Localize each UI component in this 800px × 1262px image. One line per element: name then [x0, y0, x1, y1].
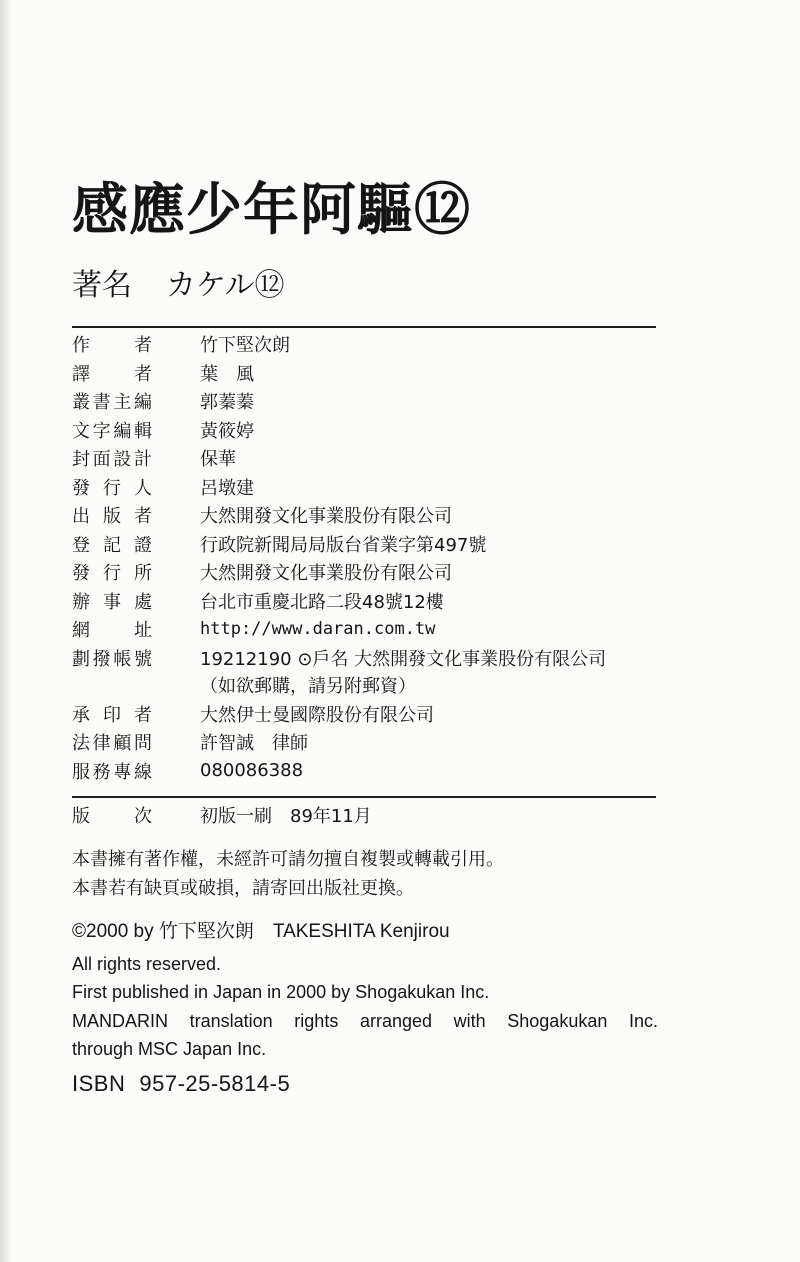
credit-row-service-line — [72, 757, 672, 786]
credit-value: （如欲郵購，請另附郵資） — [200, 676, 416, 698]
top-divider — [72, 326, 656, 328]
credit-value: 竹下堅次朗 — [200, 335, 290, 357]
copyright-notices — [72, 845, 504, 903]
website-url: http://www.daran.com.tw — [200, 619, 436, 640]
credit-row-legal-counsel — [72, 728, 672, 757]
credit-label: 文字編輯 — [72, 420, 152, 442]
credit-label: 作者 — [72, 335, 152, 357]
credit-row-cover-design — [72, 444, 672, 473]
credit-value: 許智誠 律師 — [200, 733, 308, 755]
credit-row-distributor — [72, 558, 672, 587]
credit-value: 台北市重慶北路二段48號12樓 — [200, 591, 444, 613]
credit-value: 大然伊士曼國際股份有限公司 — [200, 704, 434, 726]
edition-divider — [72, 796, 656, 798]
credit-label: 法律顧問 — [72, 733, 152, 755]
colophon-page — [72, 0, 672, 1262]
book-title: 感應少年阿驅⑫ — [72, 178, 471, 243]
edition-value: 初版一刷 89年11月 — [200, 806, 372, 827]
credit-value: 19212190 ⊙戶名 大然開發文化事業股份有限公司 — [200, 648, 607, 670]
edition-line — [72, 800, 372, 830]
credit-row-text-editor — [72, 416, 672, 445]
credit-row-printer — [72, 700, 672, 729]
credit-row-series-editor — [72, 387, 672, 416]
credit-row-registration — [72, 530, 672, 559]
credit-label: 封面設計 — [72, 449, 152, 471]
credit-label: 譯者 — [72, 363, 152, 385]
credit-row-website — [72, 615, 672, 644]
credit-value: 黃筱婷 — [200, 420, 254, 442]
credit-value: 郭蓁蓁 — [200, 392, 254, 414]
credit-value: 大然開發文化事業股份有限公司 — [200, 506, 452, 528]
credit-label: 劃撥帳號 — [72, 648, 152, 670]
original-title-line — [72, 266, 285, 306]
original-title: カケル⑫ — [166, 268, 285, 303]
credit-value: 行政院新聞局局版台省業字第497號 — [200, 534, 487, 556]
notice-line: 本書擁有著作權，未經許可請勿擅自複製或轉載引用。 — [72, 849, 504, 870]
credit-value: 呂墩建 — [200, 477, 254, 499]
credits-list — [72, 330, 672, 785]
isbn-label: ISBN — [72, 1070, 126, 1096]
credit-row-office — [72, 587, 672, 616]
isbn-number: 957-25-5814-5 — [139, 1070, 291, 1096]
original-title-label: 著名 — [72, 268, 132, 303]
credit-row-translator — [72, 359, 672, 388]
credit-label: 網址 — [72, 620, 152, 642]
credit-row-publisher — [72, 501, 672, 530]
credit-label: 辦事處 — [72, 591, 152, 613]
english-copyright-block — [72, 918, 658, 1098]
credit-row-postal-account — [72, 644, 672, 673]
first-published: First published in Japan in 2000 by Shogakukan Inc. — [72, 982, 490, 1002]
credit-value: 080086388 — [200, 760, 304, 782]
credit-label: 登記證 — [72, 534, 152, 556]
credit-label: 叢書主編 — [72, 392, 152, 414]
credit-label: 發行人 — [72, 477, 152, 499]
credit-label: 服務專線 — [72, 761, 152, 783]
page-gutter-shadow — [0, 0, 14, 1262]
notice-line: 本書若有缺頁或破損，請寄回出版社更換。 — [72, 878, 414, 899]
credit-row-issuer — [72, 473, 672, 502]
isbn-line — [72, 1070, 658, 1099]
credit-value: 葉 風 — [200, 363, 254, 385]
credit-label: 發行所 — [72, 563, 152, 585]
translation-rights: MANDARIN translation rights arranged with Shogakukan Inc. — [72, 1010, 658, 1031]
copyright-line: ©2000 by 竹下堅次朗 TAKESHITA Kenjirou — [72, 921, 450, 942]
credit-row-postal-note — [72, 671, 672, 700]
rights-reserved: All rights reserved. — [72, 953, 222, 974]
credit-label: 承印者 — [72, 704, 152, 726]
credit-row-author — [72, 330, 672, 359]
credit-value: 保華 — [200, 449, 236, 471]
agency-line: through MSC Japan Inc. — [72, 1039, 267, 1059]
edition-label: 版次 — [72, 806, 152, 827]
credit-label: 出版者 — [72, 506, 152, 528]
credit-value: 大然開發文化事業股份有限公司 — [200, 563, 452, 585]
